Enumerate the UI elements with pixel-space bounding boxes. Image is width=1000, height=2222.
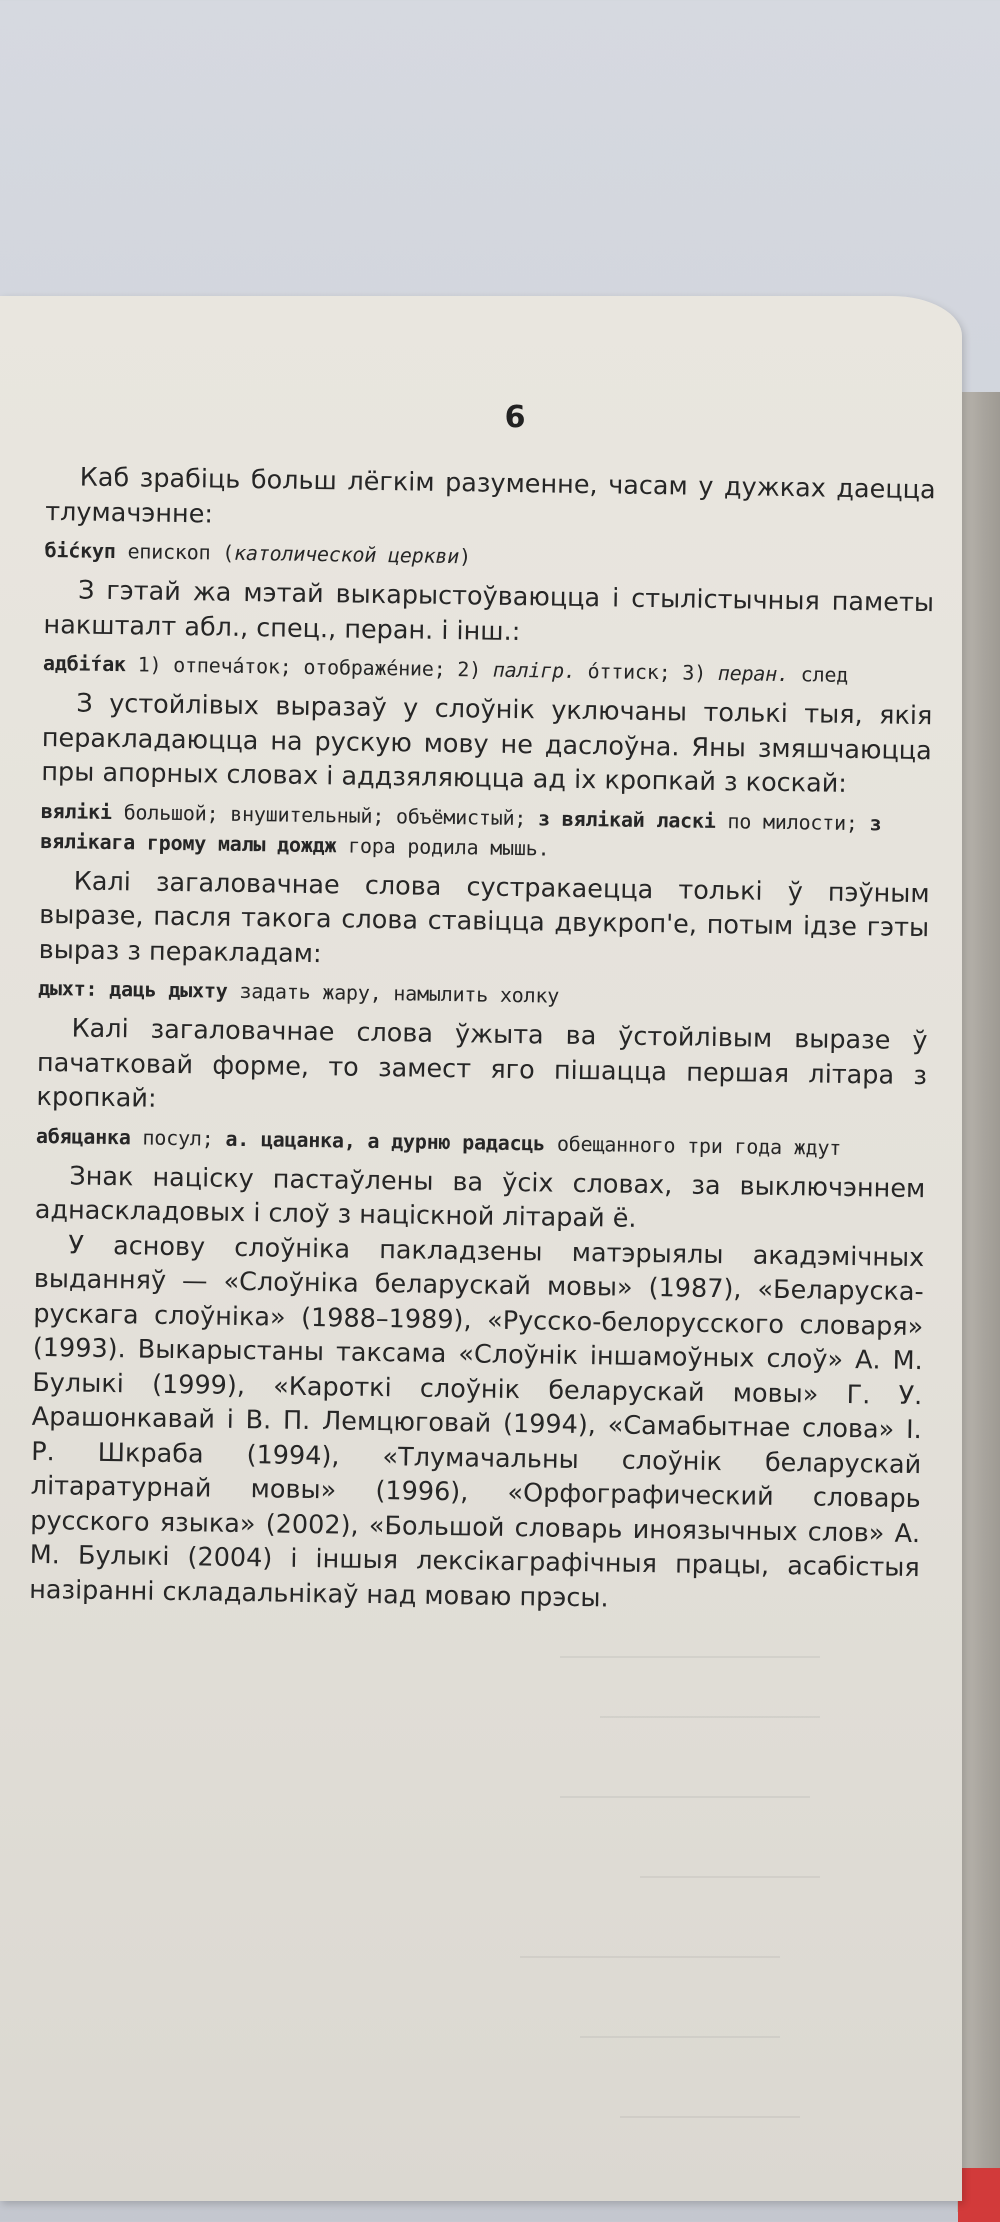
paragraph-stylistic-marks: З гэтай жа мэтай выкарыстоўваюцца і стылістычныя паметы накшталт абл., спец., перан. і інш.: (43, 575, 935, 647)
example-vyaliki (40, 795, 931, 868)
example-translation: по милости; (715, 808, 870, 835)
example-headword: вялікі (40, 798, 113, 824)
example-translation: епископ ( (115, 539, 235, 565)
example-translation: обещанного три года ждут (544, 1130, 842, 1160)
show-through-line (620, 2116, 800, 2118)
paragraph-sources: У аснову слоўніка пакладзены матэрыялы акадэмічных выданняў — «Слоўніка беларускай мовы» (1987), «Беларуска-рускага слоўніка» (1988–1989), «Русско-белорусского словаря» (1993). Выкарыстаны таксама «Слоўнік іншамоўных слоў» А. М. Булыкі (1999), «Кароткі слоўнік беларускай мовы» Г. У. Арашонкавай і В. П. Лемцюговай (1994), «Самабытнае слова» І. Р. Шкраба (1994), «Тлумачальны слоўнік беларускай літаратурнай мовы» (1996), «Орфографический словарь русского языка» (2002), «Большой словарь иноязычных слов» А. М. Булыкі (2004) і іншыя лексікаграфічныя працы, асабістыя назіранні складальнікаў над моваю прэсы. (29, 1229, 925, 1613)
page-content (29, 460, 936, 1620)
page-number: 6 (504, 400, 526, 435)
example-headword: дыхт: даць дыхту (37, 975, 228, 1003)
show-through-line (520, 1956, 780, 1958)
example-translation: задать жару, намылить холку (227, 978, 560, 1008)
example-headword: абяцанка (35, 1123, 131, 1149)
show-through-line (640, 1876, 820, 1878)
example-translation: 1) отпечáток; отображéние; 2) (125, 652, 494, 682)
paragraph-explanation: Каб зрабіць больш лёгкім разуменне, часам у дужках даецца тлумачэнне: (45, 462, 936, 529)
example-translation: большой; внушительный; объёмистый; (111, 799, 539, 830)
example-headword: бі́скуп (44, 537, 116, 564)
show-through-line (580, 2036, 780, 2038)
example-biskup (44, 535, 934, 578)
show-through-line (560, 1796, 810, 1798)
example-mark: перан. (717, 660, 790, 687)
show-through-line (600, 1716, 820, 1718)
paragraph-idioms: З устойлівых выразаў у слоўнік уключаны толькі тыя, якія перакладаюцца на рускую мову не даслоўна. Яны змяшчаюцца пры апорных словах і аддзяляюцца ад іх кропкай з коскай: (41, 688, 933, 799)
paragraph-stress-mark: Знак націску пастаўлены ва ўсіх словах, за выключэннем аднаскладовых і слоў з націскной літарай ё. (34, 1160, 926, 1234)
example-translation: след (788, 662, 849, 687)
example-idiom: з вялікай ласкі (537, 805, 716, 833)
example-headword: адбі́так (42, 650, 127, 677)
show-through-line (560, 1656, 820, 1658)
example-bracket: ) (458, 544, 472, 569)
example-adbitak (43, 648, 933, 691)
example-translation: гора родила мышь. (336, 832, 550, 861)
example-dykht (38, 973, 928, 1016)
example-translation: óттиск; 3) (575, 658, 719, 685)
paragraph-headword-in-phrase: Калі загаловачнае слова сустракаецца толькі ў пэўным выразе, пасля такога слова ставіцца двукроп'е, потым ідзе гэты выраз з перакладам: (38, 865, 930, 969)
example-idiom: а. цацанка, а дурню радасць (225, 1126, 546, 1155)
example-note: католической церкви (233, 540, 460, 569)
example-abyatsanka (36, 1120, 926, 1163)
red-book-cover-corner (958, 2168, 1000, 2222)
example-mark: палігр. (492, 657, 576, 683)
example-idiom: з вялікага грому малы дождж (40, 810, 882, 857)
paragraph-initial-letter: Калі загаловачнае слова ўжыта ва ўстойлівым выразе ў пачатковай форме, то замест яго пішацца першая літара з кропкай: (36, 1013, 928, 1114)
example-translation: посул; (130, 1124, 226, 1151)
book-page-edge (957, 392, 1000, 2212)
